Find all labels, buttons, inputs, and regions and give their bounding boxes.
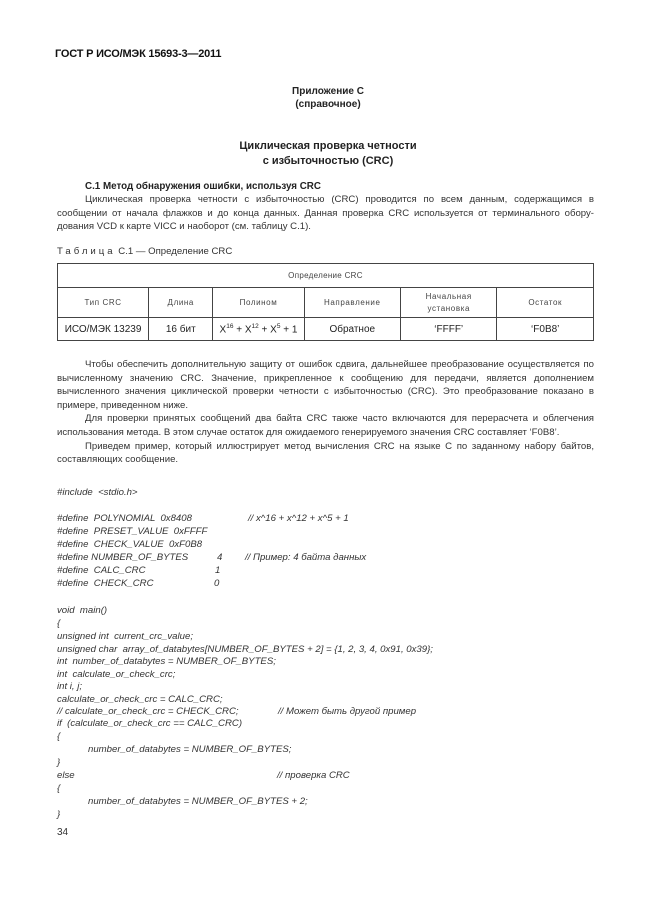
paragraph-text: Для проверки принятых сообщений два байта CRC также часто включаются для перерасчета и облегчения использования метода. В этом случае остаток для ожидаемого генерируемого значения CRC составляет ‘F0B8’. xyxy=(57,413,594,438)
code-line: number_of_databytes = NUMBER_OF_BYTES; xyxy=(88,744,292,755)
column-header: Тип CRC xyxy=(58,288,149,318)
code-line: { xyxy=(57,783,61,794)
code-line: { xyxy=(57,731,61,742)
code-line: #define POLYNOMIAL 0x8408 xyxy=(57,513,192,524)
column-header: Остаток xyxy=(497,288,594,318)
paragraph-text: Циклическая проверка четности с избыточностью (CRC) проводится по всем данным, содержащимся в сообщении от начала флажков и до конца данных. Данная проверка CRC используется от терминального обору-дования VCD к карте VICC и наоборот (см. таблицу С.1). xyxy=(57,194,594,233)
document-header: ГОСТ Р ИСО/МЭК 15693-3—2011 xyxy=(55,48,222,60)
section-title-line2: с избыточностью (CRC) xyxy=(262,155,394,167)
paragraph-text: Приведем пример, который иллюстрирует метод вычисления CRC на языке С по заданному набору байтов, составляющих сообщение. xyxy=(57,440,594,466)
poly-term: + X xyxy=(233,324,252,336)
column-header: Начальная установка xyxy=(401,288,497,318)
page-number: 34 xyxy=(57,827,69,838)
code-line: unsigned char array_of_databytes[NUMBER_OF_BYTES + 2] = {1, 2, 3, 4, 0x91, 0x39}; xyxy=(57,644,433,655)
cell-preset: ‘FFFF’ xyxy=(401,318,497,341)
code-line: { xyxy=(57,618,61,629)
caption-text: С.1 — Определение CRC xyxy=(118,246,233,257)
code-line: } xyxy=(57,809,61,820)
cell-type: ИСО/МЭК 13239 xyxy=(58,318,149,341)
code-comment: // Может быть другой пример xyxy=(278,706,417,717)
code-line: int i, j; xyxy=(57,681,83,692)
code-line: void main() xyxy=(57,605,108,616)
cell-direction: Обратное xyxy=(304,318,400,341)
table-group-header: Определение CRC xyxy=(58,264,594,288)
appendix-title: Приложение С xyxy=(292,86,364,97)
code-comment: // x^16 + x^12 + x^5 + 1 xyxy=(248,513,349,524)
code-line: } xyxy=(57,757,61,768)
poly-term: + 1 xyxy=(280,324,298,336)
code-line: else xyxy=(57,770,75,781)
code-line: #define CHECK_VALUE 0xF0B8 xyxy=(57,539,203,550)
code-listing xyxy=(57,0,646,913)
poly-exp: 5 xyxy=(276,322,281,330)
code-line: unsigned int current_crc_value; xyxy=(57,631,193,642)
section-title-line1: Циклическая проверка четности xyxy=(239,140,417,152)
appendix-subtitle: (справочное) xyxy=(295,99,361,110)
code-comment: // Пример: 4 байта данных xyxy=(245,552,367,563)
code-line: calculate_or_check_crc = CALC_CRC; xyxy=(57,694,223,705)
caption-prefix: Таблица xyxy=(57,246,116,257)
code-value: 1 xyxy=(215,565,221,576)
code-line: number_of_databytes = NUMBER_OF_BYTES + 2; xyxy=(88,796,308,807)
paragraph-text: Чтобы обеспечить дополнительную защиту от ошибок сдвига, дальнейшее преобразование осуществляется по вычисленному значению CRC. Значение, прикрепленное к сообщению для передачи, является дополнением вычисленного значения циклической проверки четности с избыточностью (CRC). Это преобразование показано в примере, приведенном ниже. xyxy=(57,359,594,411)
code-line: if (calculate_or_check_crc == CALC_CRC) xyxy=(57,718,243,729)
code-line: int calculate_or_check_crc; xyxy=(57,669,176,680)
code-line: #define NUMBER_OF_BYTES xyxy=(57,552,189,563)
column-header: Полином xyxy=(213,288,304,318)
code-line: int number_of_databytes = NUMBER_OF_BYTES; xyxy=(57,656,276,667)
poly-exp: 12 xyxy=(251,322,259,330)
code-line: #define CHECK_CRC xyxy=(57,578,154,589)
poly-exp: 16 xyxy=(226,322,234,330)
column-header: Направление xyxy=(304,288,400,318)
code-value: 4 xyxy=(217,552,223,563)
subsection-heading: С.1 Метод обнаружения ошибки, используя CRC xyxy=(85,181,321,192)
code-line: #include <stdio.h> xyxy=(57,487,138,498)
cell-residue: ‘F0B8’ xyxy=(497,318,594,341)
code-line: // calculate_or_check_crc = CHECK_CRC; xyxy=(57,706,239,717)
cell-length: 16 бит xyxy=(149,318,213,341)
code-line: #define CALC_CRC xyxy=(57,565,146,576)
poly-term: + X xyxy=(258,324,277,336)
code-comment: // проверка CRC xyxy=(277,770,350,781)
code-line: #define PRESET_VALUE 0xFFFF xyxy=(57,526,208,537)
code-value: 0 xyxy=(214,578,220,589)
poly-term: X xyxy=(219,324,227,336)
column-header: Длина xyxy=(149,288,213,318)
